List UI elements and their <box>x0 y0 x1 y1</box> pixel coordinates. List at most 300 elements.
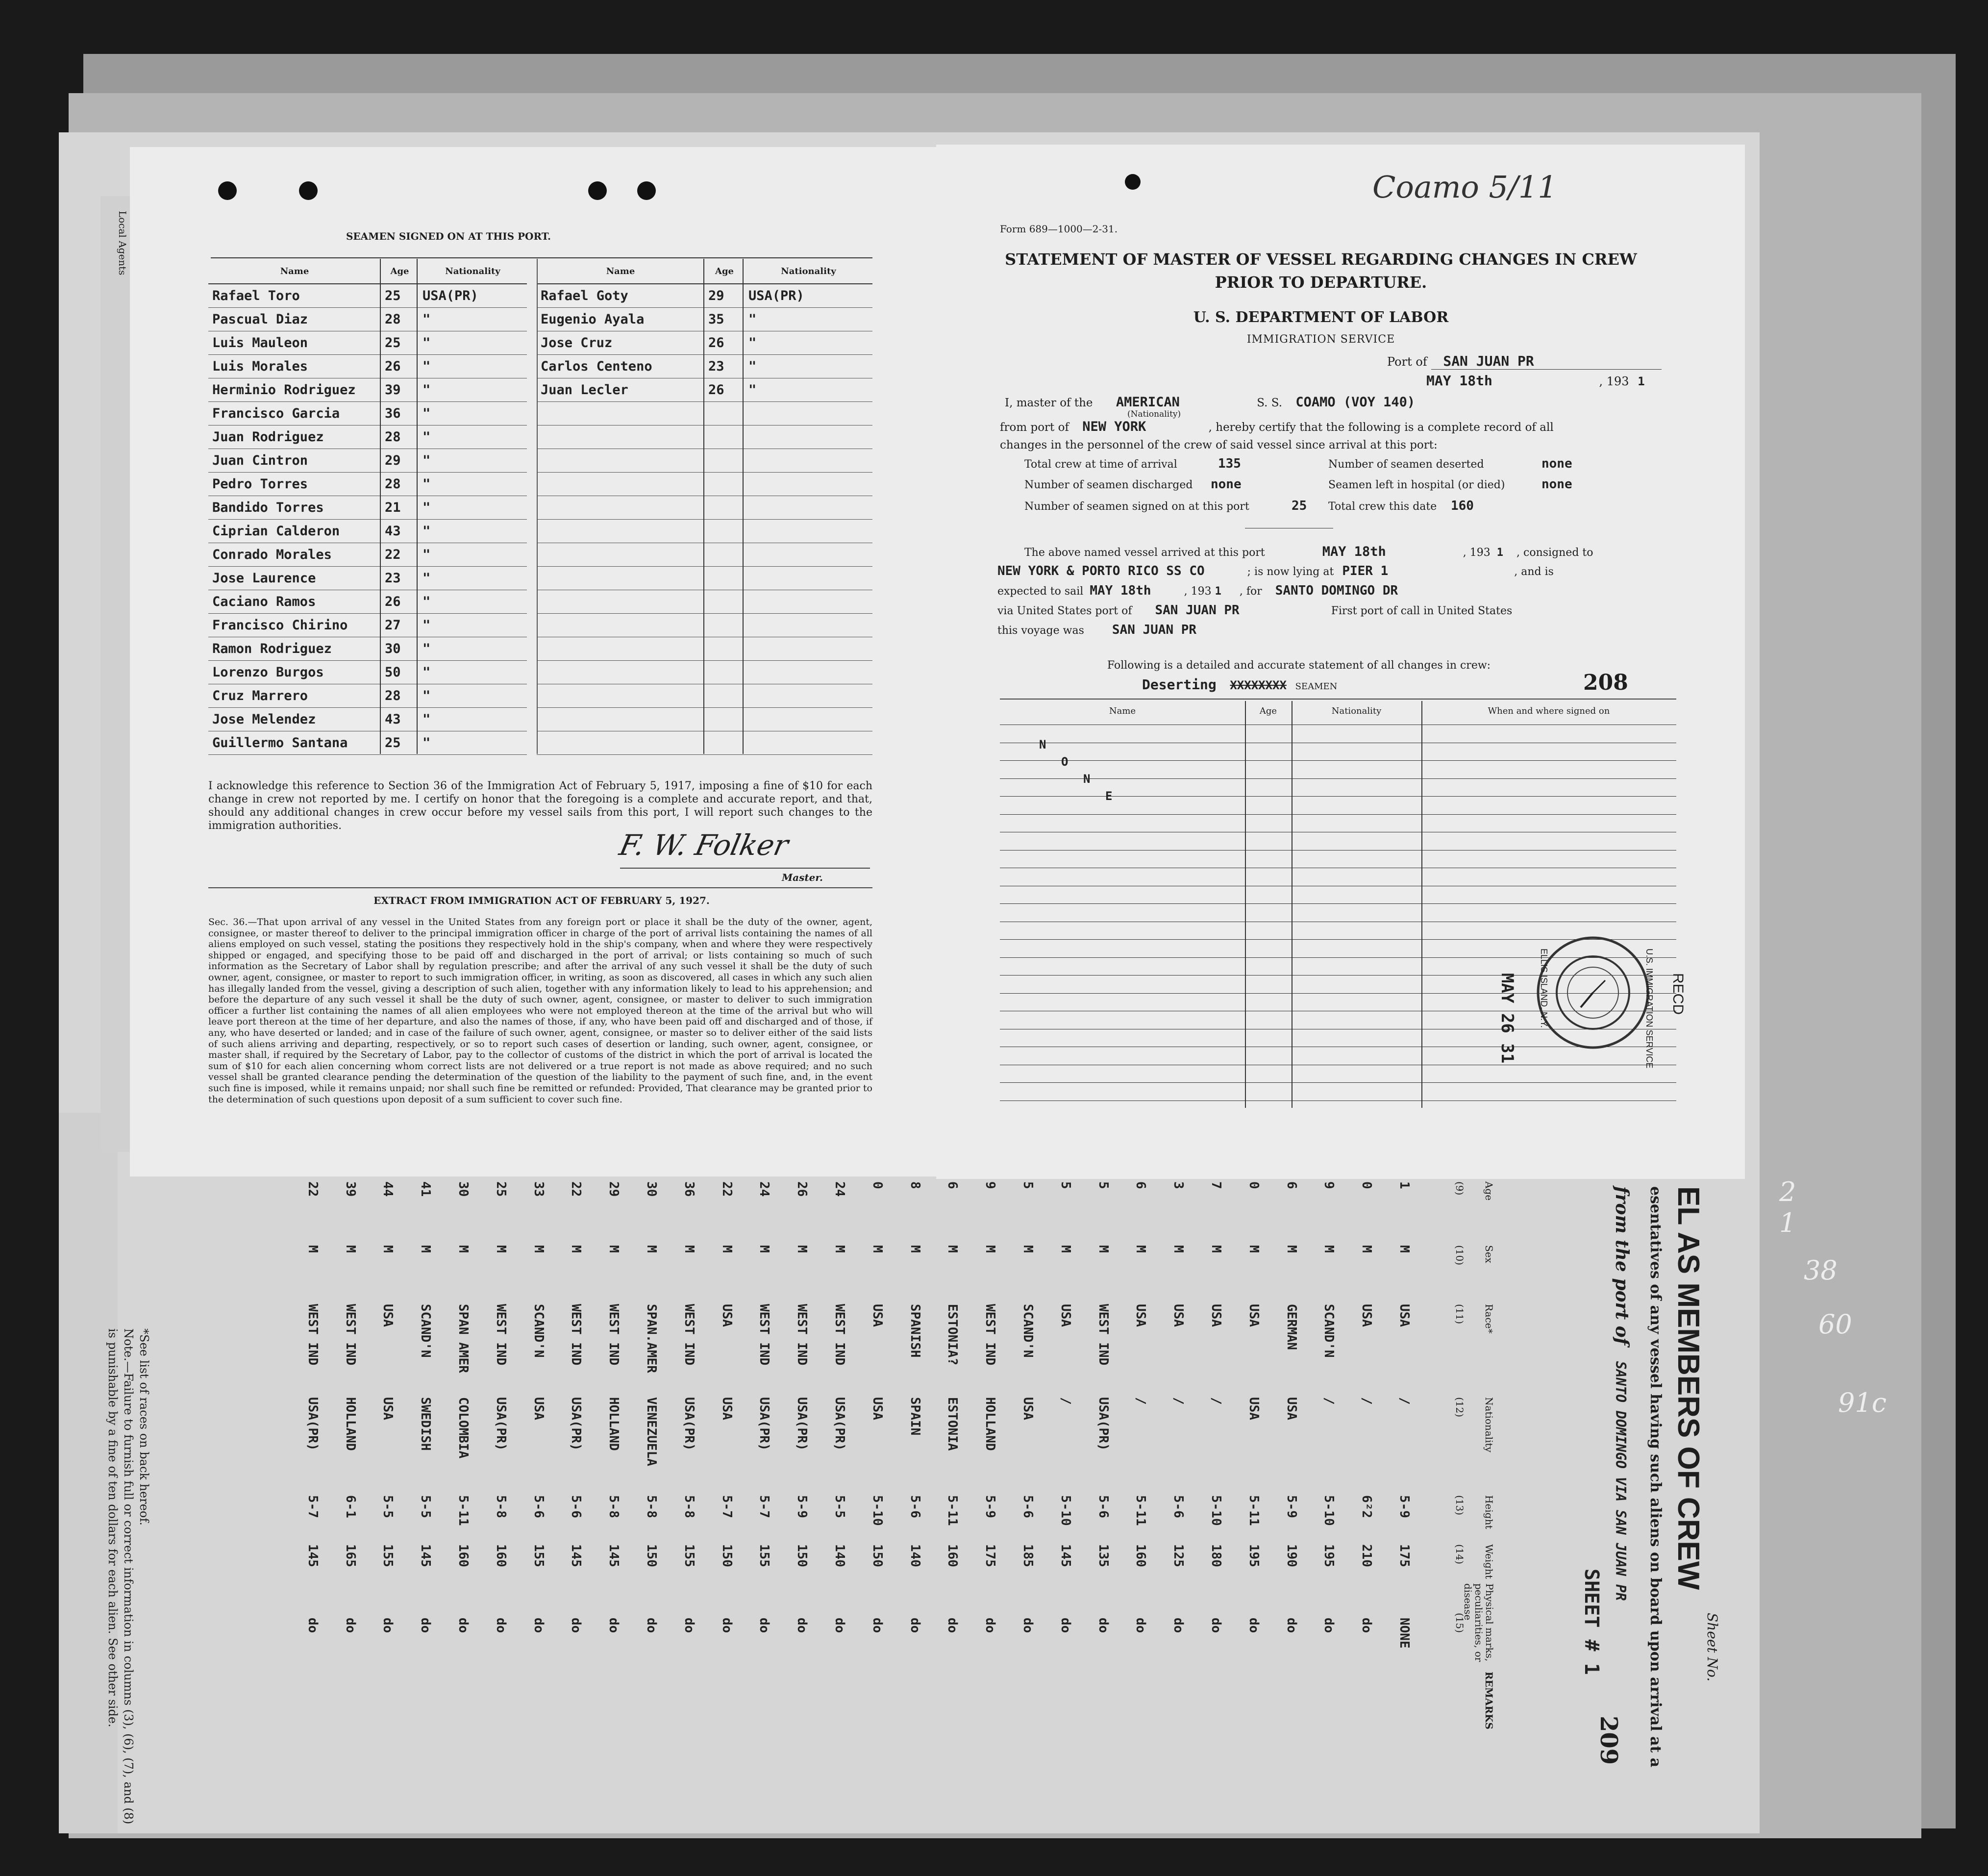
via-line <box>997 603 1674 618</box>
crew-age: 26 <box>381 355 419 378</box>
arrival-year-prefix: , 193 <box>1463 547 1491 559</box>
bottom-row-sex: M <box>343 1245 358 1253</box>
crew-nat: " <box>419 449 527 473</box>
bottom-row-sex: M <box>1095 1245 1111 1253</box>
bottom-row-marks: do <box>1171 1618 1186 1633</box>
bottom-row-race: WEST IND <box>795 1304 810 1366</box>
bottom-row-sex: M <box>1058 1245 1073 1253</box>
bottom-row-weight: 210 <box>1359 1544 1374 1567</box>
bottom-row-age: 6 <box>1133 1181 1148 1189</box>
bottom-row-race: USA <box>719 1304 734 1327</box>
crew-cell-empty <box>537 449 704 473</box>
crew-age: 27 <box>381 614 419 637</box>
bottom-row-marks: do <box>343 1618 358 1633</box>
col-age-left: Age <box>381 259 419 284</box>
crew-nat: " <box>419 402 527 425</box>
changes-row-line <box>1000 814 1676 815</box>
crew-row <box>208 708 527 731</box>
bottom-row-weight: 145 <box>606 1544 621 1567</box>
voyage-label: this voyage was <box>997 625 1084 637</box>
bottom-row-height: 5-8 <box>681 1495 696 1518</box>
crew-row <box>208 496 527 520</box>
crew-nat: " <box>419 731 527 755</box>
bottom-sheet-title: EL AS MEMBERS OF CREW <box>1671 1186 1705 1590</box>
stamp-ring-bottom: ELLIS ISLAND, N.Y. <box>1539 949 1549 1028</box>
crew-cell-empty <box>704 520 745 543</box>
bottom-row-race: USA <box>1359 1304 1374 1327</box>
bottom-row-age: 22 <box>719 1181 734 1197</box>
crew-name: Rafael Goty <box>537 284 704 308</box>
bottom-row-marks: NONE <box>1397 1618 1412 1649</box>
bottom-row-race: WEST IND <box>1095 1304 1111 1366</box>
changes-header-nationality: Nationality <box>1331 706 1382 716</box>
bottom-row-marks: do <box>757 1618 772 1633</box>
bottom-row-height: 5-9 <box>795 1495 810 1518</box>
punch-hole-3 <box>588 181 607 200</box>
crew-nat: " <box>419 520 527 543</box>
crew-cell-empty <box>704 708 745 731</box>
footnote-fine: is punishable by a fine of ten dollars for each alien. See other side. <box>106 1328 120 1727</box>
crew-age: 22 <box>381 543 419 567</box>
col-header-height: Height <box>1483 1495 1495 1529</box>
crew-name: Jose Cruz <box>537 331 704 355</box>
left-page <box>130 147 936 1176</box>
bottom-row-weight: 140 <box>832 1544 847 1567</box>
header-row-left <box>208 259 527 284</box>
bottom-row-nat: USA <box>719 1397 734 1420</box>
bottom-row-sex: M <box>681 1245 696 1253</box>
bottom-row-age: 33 <box>531 1181 546 1197</box>
col-num-11: (11) <box>1454 1304 1466 1325</box>
none-letter-n2: N <box>1083 772 1091 786</box>
crew-cell-empty <box>704 684 745 708</box>
bottom-row-marks: do <box>795 1618 810 1633</box>
handwritten-note: Coamo 5/11 <box>1372 169 1557 205</box>
certify-text: , hereby certify that the following is a complete record of all <box>1208 421 1554 434</box>
bottom-row-nat: USA(PR) <box>493 1397 508 1451</box>
bottom-row-sex: M <box>606 1245 621 1253</box>
bottom-row-nat: USA <box>1020 1397 1035 1420</box>
crew-row <box>208 543 527 567</box>
bottom-row-race: USA <box>1397 1304 1412 1327</box>
crew-age: 50 <box>381 661 419 684</box>
extract-rule <box>208 887 872 888</box>
bottom-row-age: 5 <box>1020 1181 1035 1189</box>
bottom-row-marks: do <box>456 1618 471 1633</box>
bottom-row-age: 1 <box>1397 1181 1412 1189</box>
bottom-row-race: SPANISH <box>907 1304 922 1358</box>
crew-row-empty <box>537 731 872 755</box>
crew-row-empty <box>537 637 872 661</box>
pier-value: PIER 1 <box>1342 564 1389 578</box>
bottom-row-sex: M <box>1359 1245 1374 1253</box>
master-label: Master. <box>782 872 823 883</box>
crew-age: 25 <box>381 331 419 355</box>
none-letter-o: O <box>1061 755 1069 769</box>
crew-row-empty <box>537 614 872 637</box>
crew-name: Rafael Toro <box>208 284 381 308</box>
bottom-row-height: 5-5 <box>418 1495 433 1518</box>
bottom-row-age: 6 <box>945 1181 960 1189</box>
crew-cell-empty <box>704 473 745 496</box>
crew-age: 23 <box>381 567 419 590</box>
crew-name: Guillermo Santana <box>208 731 381 755</box>
local-agents-label: Local Agents <box>117 211 128 275</box>
heading-rule <box>211 257 872 258</box>
bottom-row-height: 5-10 <box>1321 1495 1337 1526</box>
bottom-row-weight: 165 <box>343 1544 358 1567</box>
bottom-row-sex: M <box>832 1245 847 1253</box>
bottom-row-marks: do <box>380 1618 396 1633</box>
bottom-row-weight: 190 <box>1284 1544 1299 1567</box>
footnote-block <box>105 1328 152 1824</box>
arrival-year-digit: 1 <box>1496 547 1504 559</box>
crew-cell-empty <box>745 708 872 731</box>
bottom-row-race: SCAND'N <box>418 1304 433 1358</box>
crew-name: Conrado Morales <box>208 543 381 567</box>
col-header-sex: Sex <box>1483 1245 1495 1263</box>
crew-cell-empty <box>704 567 745 590</box>
crew-cell-empty <box>745 520 872 543</box>
crew-cell-empty <box>704 590 745 614</box>
from-port-value: SANTO DOMINGO VIA SAN JUAN PR <box>1613 1361 1629 1601</box>
year-digit: 1 <box>1638 375 1645 388</box>
via-label: via United States port of <box>997 605 1132 617</box>
bottom-row-sex: M <box>907 1245 922 1253</box>
crew-row-empty <box>537 449 872 473</box>
sail-date-value: MAY 18th <box>1090 583 1151 598</box>
bottom-row-race: WEST IND <box>343 1304 358 1366</box>
crew-name: Juan Rodriguez <box>208 425 381 449</box>
crew-nat: " <box>419 425 527 449</box>
bottom-row-height: 6²2 <box>1359 1495 1374 1518</box>
bottom-row-nat: USA(PR) <box>305 1397 320 1451</box>
crew-nat: " <box>419 708 527 731</box>
crew-cell-empty <box>537 614 704 637</box>
total-crew-value: 135 <box>1218 456 1241 471</box>
bottom-row-marks: do <box>606 1618 621 1633</box>
crew-row <box>208 520 527 543</box>
statement-title-line1: STATEMENT OF MASTER OF VESSEL REGARDING CHANGES IN CREW <box>1005 250 1637 269</box>
crew-row-empty <box>537 473 872 496</box>
bottom-row-marks: do <box>1020 1618 1035 1633</box>
extract-title: EXTRACT FROM IMMIGRATION ACT OF FEBRUARY 5, 1927. <box>373 895 710 906</box>
bottom-row-sex: M <box>1246 1245 1261 1253</box>
voyage-value: SAN JUAN PR <box>1112 623 1197 637</box>
bottom-row-marks: do <box>907 1618 922 1633</box>
hospital-label: Seamen left in hospital (or died) <box>1328 479 1505 491</box>
bottom-row-weight: 175 <box>1397 1544 1412 1567</box>
sheet-number-value: SHEET # 1 <box>1580 1569 1603 1675</box>
crew-age: 28 <box>381 425 419 449</box>
bottom-row-height: 5-9 <box>983 1495 998 1518</box>
bottom-row-weight: 145 <box>418 1544 433 1567</box>
crew-age: 25 <box>381 284 419 308</box>
crew-cell-empty <box>537 496 704 520</box>
bottom-row-sex: M <box>1133 1245 1148 1253</box>
nationality-caption: (Nationality) <box>1127 409 1181 419</box>
signed-on-table-right <box>537 259 872 755</box>
crew-nat: " <box>419 355 527 378</box>
col-header-remarks: REMARKS <box>1483 1672 1495 1729</box>
header-row-right <box>537 259 872 284</box>
bottom-row-height: 5-11 <box>1246 1495 1261 1526</box>
bottom-row-nat: SWEDISH <box>418 1397 433 1451</box>
master-line <box>1005 395 1681 410</box>
bottom-row-age: 9 <box>983 1181 998 1189</box>
crew-name: Jose Melendez <box>208 708 381 731</box>
crew-cell-empty <box>745 614 872 637</box>
bottom-row-nat: VENEZUELA <box>644 1397 659 1466</box>
col-nationality-right: Nationality <box>745 259 872 284</box>
margin-note-4: 91c <box>1838 1387 1887 1418</box>
crew-cell-empty <box>745 567 872 590</box>
changes-header-name: Name <box>1109 706 1136 716</box>
ss-label: S. S. <box>1257 397 1283 409</box>
bottom-row-weight: 195 <box>1321 1544 1337 1567</box>
bottom-row-race: USA <box>1209 1304 1223 1327</box>
bottom-row-sex: M <box>719 1245 734 1253</box>
page-number-208: 208 <box>1583 670 1628 695</box>
crew-row <box>537 378 872 402</box>
bottom-row-nat: USA(PR) <box>832 1397 847 1451</box>
crew-nat: " <box>419 590 527 614</box>
column-divider-2 <box>417 259 418 754</box>
col-num-12: (12) <box>1454 1397 1466 1418</box>
seamen-label: SEAMEN <box>1295 681 1338 692</box>
signed-on-label: Number of seamen signed on at this port <box>1024 500 1249 513</box>
crew-name: Juan Lecler <box>537 378 704 402</box>
bottom-row-age: 0 <box>870 1181 885 1189</box>
bottom-row-race: SCAND'N <box>1020 1304 1035 1358</box>
bottom-row-race: USA <box>1058 1304 1073 1327</box>
bottom-row-race: WEST IND <box>569 1304 584 1366</box>
bottom-row-age: 30 <box>644 1181 659 1197</box>
bottom-row-marks: do <box>1095 1618 1111 1633</box>
bottom-row-age: 30 <box>456 1181 471 1197</box>
punch-hole-4 <box>637 181 656 200</box>
bottom-row-marks: do <box>1058 1618 1073 1633</box>
crew-cell-empty <box>537 590 704 614</box>
bottom-row-sex: M <box>1321 1245 1337 1253</box>
date-value: MAY 18th <box>1426 373 1492 389</box>
bottom-row-nat: USA <box>1284 1397 1299 1420</box>
voyage-line <box>997 623 1674 637</box>
deserted-label: Number of seamen deserted <box>1328 458 1484 471</box>
sail-line <box>997 583 1674 598</box>
margin-note-3: 60 <box>1818 1309 1852 1340</box>
bottom-row-marks: do <box>1209 1618 1223 1633</box>
crew-counts <box>1024 458 1671 527</box>
bottom-row-sex: M <box>380 1245 396 1253</box>
crew-row <box>208 473 527 496</box>
service-name: IMMIGRATION SERVICE <box>1246 333 1395 346</box>
bottom-row-marks: do <box>1133 1618 1148 1633</box>
crew-nat: " <box>419 684 527 708</box>
none-letter-n1: N <box>1039 738 1046 751</box>
bottom-row-age: 5 <box>1058 1181 1073 1189</box>
crew-cell-empty <box>537 731 704 755</box>
bottom-row-height: 5-8 <box>493 1495 508 1518</box>
bottom-row-height: 5-7 <box>719 1495 734 1518</box>
crew-cell-empty <box>745 684 872 708</box>
bottom-row-weight: 180 <box>1209 1544 1223 1567</box>
crew-row <box>208 308 527 331</box>
crew-cell-empty <box>537 425 704 449</box>
statement-title-line2: PRIOR TO DEPARTURE. <box>1215 273 1427 292</box>
destination-value: SANTO DOMINGO DR <box>1275 583 1398 598</box>
date-line <box>1426 373 1645 389</box>
bottom-row-nat: / <box>1058 1397 1073 1405</box>
changes-row-line <box>1000 903 1676 904</box>
bottom-row-marks: do <box>945 1618 960 1633</box>
bottom-row-nat: USA <box>531 1397 546 1420</box>
seamen-signed-heading: SEAMEN SIGNED ON AT THIS PORT. <box>346 230 551 242</box>
margin-note-1: 2 1 <box>1779 1176 1796 1238</box>
crew-cell-empty <box>704 543 745 567</box>
bottom-row-race: ESTONIA? <box>945 1304 960 1366</box>
crew-cell-empty <box>745 496 872 520</box>
bottom-row-race: WEST IND <box>606 1304 621 1366</box>
bottom-row-height: 5-7 <box>757 1495 772 1518</box>
arrival-line <box>1024 544 1671 559</box>
bottom-row-sex: M <box>870 1245 885 1253</box>
bottom-row-weight: 160 <box>493 1544 508 1567</box>
ship-name-value: COAMO (VOY 140) <box>1295 395 1416 410</box>
crew-cell-empty <box>704 731 745 755</box>
bottom-row-sex: M <box>1284 1245 1299 1253</box>
bottom-row-nat: HOLLAND <box>606 1397 621 1451</box>
bottom-row-nat: / <box>1397 1397 1412 1405</box>
master-of-label: I, master of the <box>1005 397 1093 409</box>
bottom-row-race: SCAND'N <box>531 1304 546 1358</box>
crew-nat: " <box>745 355 872 378</box>
right-page <box>936 145 1745 1179</box>
crew-row <box>208 661 527 684</box>
bottom-row-weight: 175 <box>983 1544 998 1567</box>
crew-name: Jose Laurence <box>208 567 381 590</box>
bottom-row-height: 5-10 <box>870 1495 885 1526</box>
crew-age: 43 <box>381 708 419 731</box>
crew-age: 29 <box>381 449 419 473</box>
bottom-row-weight: 195 <box>1246 1544 1261 1567</box>
crew-row <box>208 331 527 355</box>
crew-row-empty <box>537 661 872 684</box>
crew-age: 43 <box>381 520 419 543</box>
bottom-row-height: 5-5 <box>380 1495 396 1518</box>
and-is-label: , and is <box>1514 566 1554 578</box>
bottom-row-race: USA <box>1171 1304 1186 1327</box>
bottom-row-weight: 140 <box>907 1544 922 1567</box>
bottom-row-race: USA <box>870 1304 885 1327</box>
bottom-row-weight: 145 <box>1058 1544 1073 1567</box>
punch-hole-right <box>1125 174 1141 190</box>
bottom-row-nat: HOLLAND <box>343 1397 358 1451</box>
crew-name: Pascual Diaz <box>208 308 381 331</box>
crew-name: Juan Cintron <box>208 449 381 473</box>
crew-cell-empty <box>745 449 872 473</box>
bottom-row-marks: do <box>493 1618 508 1633</box>
bottom-row-age: 0 <box>1246 1181 1261 1189</box>
crew-name: Lorenzo Burgos <box>208 661 381 684</box>
crew-row <box>537 308 872 331</box>
bottom-row-age: 3 <box>1171 1181 1186 1189</box>
bottom-row-race: SCAND'N <box>1321 1304 1337 1358</box>
col-nationality-left: Nationality <box>419 259 527 284</box>
crew-row-empty <box>537 496 872 520</box>
col-header-age: Age <box>1483 1181 1495 1201</box>
bottom-row-height: 5-8 <box>606 1495 621 1518</box>
bottom-row-age: 41 <box>418 1181 433 1197</box>
changes-header-signed: When and where signed on <box>1488 706 1610 716</box>
crew-cell-empty <box>537 661 704 684</box>
bottom-row-race: WEST IND <box>681 1304 696 1366</box>
bottom-row-sex: M <box>1397 1245 1412 1253</box>
bottom-row-sex: M <box>644 1245 659 1253</box>
col-num-15: (15) <box>1454 1613 1466 1633</box>
bottom-row-weight: 150 <box>795 1544 810 1567</box>
from-port-line-right <box>1000 419 1676 434</box>
crew-row <box>208 637 527 661</box>
crew-nat: " <box>419 496 527 520</box>
nationality-value: AMERICAN <box>1116 395 1180 410</box>
bottom-row-height: 5-9 <box>1284 1495 1299 1518</box>
crew-nat: " <box>745 331 872 355</box>
bottom-row-race: USA <box>1133 1304 1148 1327</box>
bottom-row-marks: do <box>681 1618 696 1633</box>
bottom-row-race: USA <box>380 1304 396 1327</box>
crew-age: 21 <box>381 496 419 520</box>
crew-cell-empty <box>704 637 745 661</box>
crew-cell-empty <box>704 402 745 425</box>
acknowledgement-text: I acknowledge this reference to Section 36 of the Immigration Act of February 5, 1917, imposing a fine of $10 for each change in crew not reported by me. I certify on honor that the foregoing is a complete and accurate report, and that, should any additional changes in crew occur before my vessel sails from this port, I will report such changes to the immigration authorities. <box>208 780 872 832</box>
certify-text-line2: changes in the personnel of the crew of said vessel since arrival at this port: <box>1000 439 1438 451</box>
bottom-row-weight: 145 <box>569 1544 584 1567</box>
bottom-row-nat: / <box>1171 1397 1186 1405</box>
from-port-label-right: from port of <box>1000 421 1069 434</box>
consignee-line <box>997 564 1674 578</box>
crew-name: Francisco Chirino <box>208 614 381 637</box>
bottom-row-age: 8 <box>907 1181 922 1189</box>
bottom-row-sex: M <box>456 1245 471 1253</box>
crew-row-empty <box>537 590 872 614</box>
bottom-row-weight: 160 <box>1133 1544 1148 1567</box>
col-num-13: (13) <box>1454 1495 1466 1516</box>
bottom-row-height: 5-10 <box>1058 1495 1073 1526</box>
bottom-row-height: 5-11 <box>456 1495 471 1526</box>
bottom-row-marks: do <box>1321 1618 1337 1633</box>
crew-cell-empty <box>745 543 872 567</box>
crew-row <box>537 331 872 355</box>
bottom-row-race: USA <box>1246 1304 1261 1327</box>
from-port-line <box>1612 1186 1632 1601</box>
crew-cell-empty <box>745 425 872 449</box>
crew-age: 26 <box>381 590 419 614</box>
bottom-row-height: 5-6 <box>1171 1495 1186 1518</box>
for-label: , for <box>1239 585 1262 598</box>
crew-age: 28 <box>381 684 419 708</box>
crew-cell-empty <box>537 402 704 425</box>
crew-left-body <box>208 284 527 755</box>
crew-row <box>208 590 527 614</box>
col-header-nationality: Nationality <box>1483 1397 1495 1452</box>
crew-name: Francisco Garcia <box>208 402 381 425</box>
changes-header-age: Age <box>1259 706 1277 716</box>
crew-row <box>208 284 527 308</box>
recd-stamp: RECD <box>1670 973 1686 1015</box>
bottom-row-weight: 150 <box>870 1544 885 1567</box>
deserting-rule <box>1000 699 1676 700</box>
